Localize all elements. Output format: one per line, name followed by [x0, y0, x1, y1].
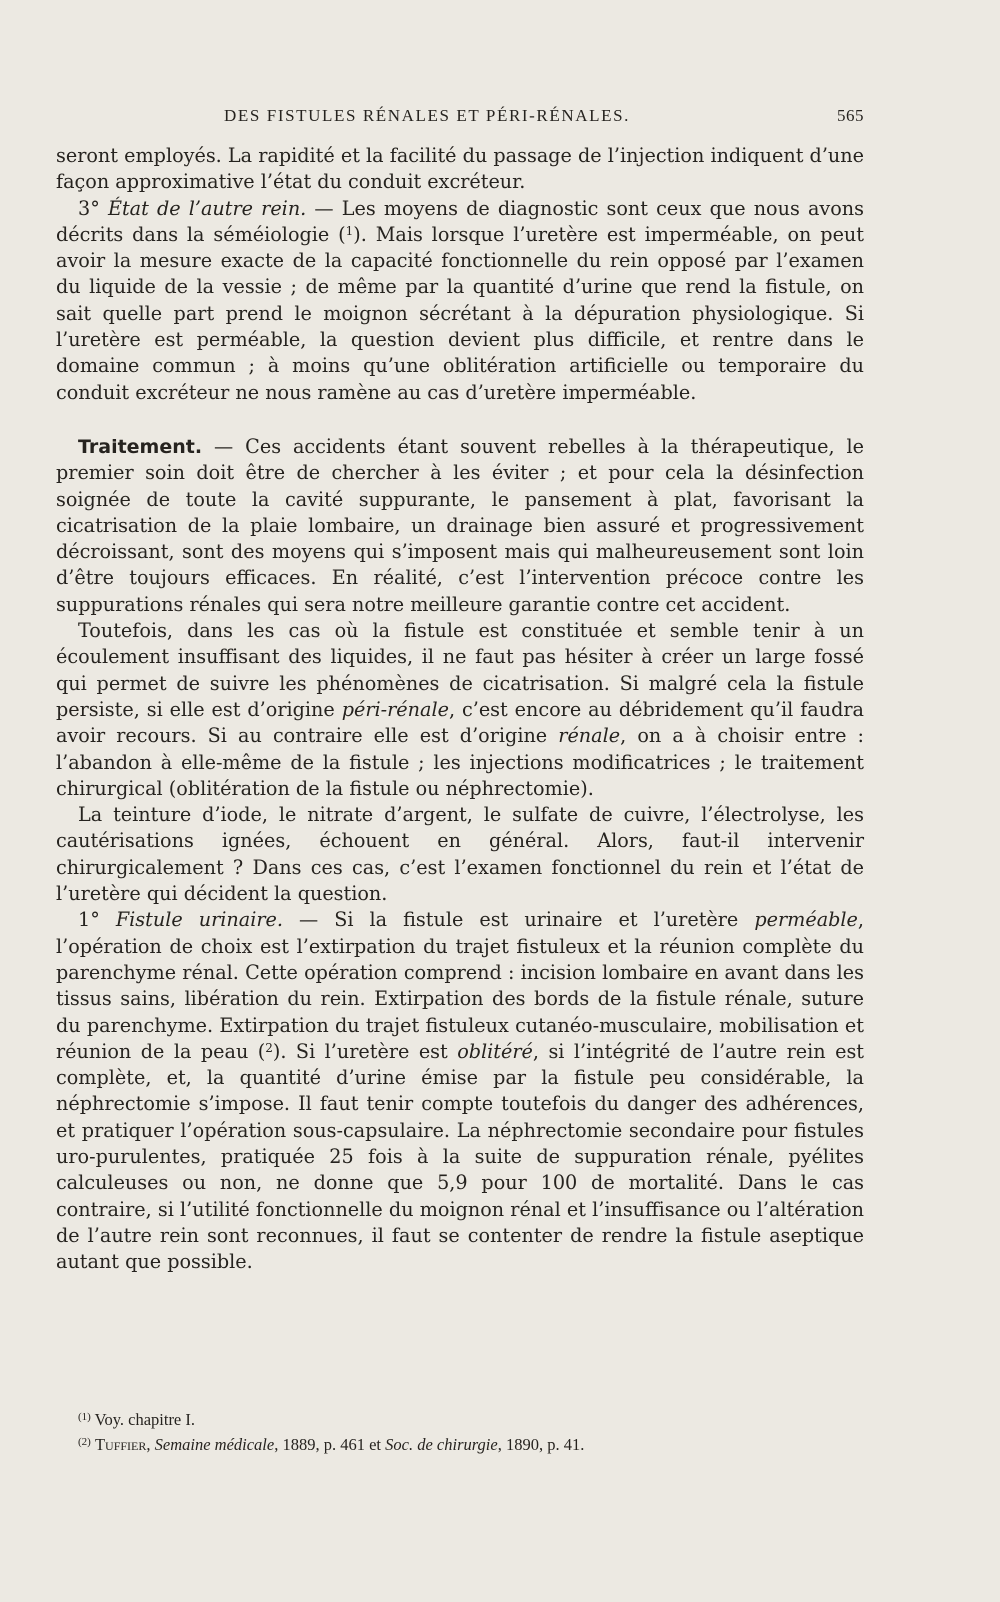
footnote-mark: (2)	[78, 1436, 91, 1448]
footnote-author: Tuffier	[94, 1435, 147, 1454]
text-run: , 1890, p. 41.	[497, 1435, 585, 1454]
text-run: — Les moyens de diagnostic sont ceux que nous avons décrits dans la séméiologie (	[56, 196, 864, 246]
paragraph-autre-rein	[56, 196, 864, 406]
footnote-mark: (1)	[78, 1411, 91, 1423]
item-number: 3°	[78, 196, 108, 220]
text-run: Toutefois, dans les cas où la fistule est constituée et semble tenir à un écoulement insuffisant des liquides, il ne faut pas hésiter à créer un large fossé qui permet de suivre les phénomènes de cicatrisation. Si malgré cela la fistule persiste, si elle est d’origine	[56, 619, 864, 721]
footnote-1	[78, 1406, 858, 1431]
text-run: ,	[146, 1435, 155, 1454]
text-run: — Ces accidents étant souvent rebelles à la thérapeutique, le premier soin doit être de chercher à les éviter ; et pour cela la désinfection soignée de toute la cavité suppurante, le pansement à plat, favorisant la cicatrisation de la plaie lombaire, un drainage bien assuré et progressivement décroissant, sont des moyens qui s’imposent mais qui malheureusement sont loin d’être toujours efficaces. En réalité, c’est l’intervention précoce contre les suppurations rénales qui sera notre meilleure garantie contre cet accident.	[56, 434, 864, 616]
text-run: , on a à choisir entre : l’abandon à elle-même de la fistule ; les injections modificatrices ; le traitement chirurgical (oblitération de la fistule ou néphrectomie).	[56, 724, 864, 800]
page-number: 565	[837, 106, 864, 125]
italic-term: perméable	[754, 908, 858, 932]
italic-term: rénale	[558, 724, 621, 748]
item-heading: État de l’autre rein.	[107, 196, 307, 220]
footnote-ref-2[interactable]: 2	[265, 1040, 273, 1055]
text-run: , si l’intégrité de l’autre rein est complète, et, la quantité d’urine émise par la fistule peu considérable, la néphrectomie s’impose. Il faut tenir compte toutefois du danger des adhérences, et pratiquer l’opération sous-capsulaire. La néphrectomie secondaire pour fistules uro-purulentes, pratiquée 25 fois à la suite de suppuration rénale, pyélites calculeuses ou non, ne donne que 5,9 pour 100 de mortalité. Dans le cas contraire, si l’utilité fonctionnelle du moignon rénal et l’insuffisance ou l’altération de l’autre rein sont reconnues, il faut se contenter de rendre la fistule aseptique autant que possible.	[56, 1039, 865, 1274]
text-run: ). Mais lorsque l’uretère est imperméable, on peut avoir la mesure exacte de la capacité fonctionnelle du rein opposé par l’examen du liquide de la vessie ; de même par la quantité d’urine que rend la fistule, on sait quelle part prend le moignon sécrétant à la dépuration physiologique. Si l’uretère est perméable, la question devient plus difficile, et rentre dans le domaine commun ; à moins qu’une oblitération artificielle ou temporaire du conduit excréteur ne nous ramène au cas d’uretère imperméable.	[56, 222, 864, 404]
section-heading: Traitement.	[78, 435, 203, 458]
text-run: , l’opération de choix est l’extirpation du trajet fistuleux et la réunion complète du parenchyme rénal. Cette opération comprend : incision lombaire en avant dans les tissus sains, libération du rein. Extirpation des bords de la fistule rénale, suture du parenchyme. Extirpation du trajet fistuleux cutanéo-musculaire, mobilisation et réunion de la peau (	[56, 908, 865, 1063]
text-run: — Si la fistule est urinaire et l’uretère	[282, 908, 755, 932]
item-number: 1°	[78, 908, 116, 932]
text-run: , c’est encore au débridement qu’il faudra avoir recours. Si au contraire elle est d’origine	[56, 697, 864, 748]
paragraph-traitement	[56, 434, 864, 618]
footnote-2	[78, 1431, 858, 1456]
paragraph-fistule-urinaire	[56, 907, 864, 1275]
paragraph-teinture: La teinture d’iode, le nitrate d’argent, le sulfate de cuivre, l’électrolyse, les cautérisations ignées, échouent en général. Alors, faut-il intervenir chirurgicalement ? Dans ces cas, c’est l’examen fonctionnel du rein et l’état de l’uretère qui décident la question.	[56, 803, 864, 906]
running-title: DES FISTULES RÉNALES ET PÉRI-RÉNALES.	[224, 106, 630, 125]
paragraph-continuation: seront employés. La rapidité et la facilité du passage de l’injection indiquent d’une façon approximative l’état du conduit excréteur.	[56, 144, 864, 194]
text-run: , 1889, p. 461 et	[274, 1435, 386, 1454]
footnote-ref-1[interactable]: 1	[345, 223, 354, 238]
italic-term: oblitéré	[457, 1039, 533, 1063]
paragraph-toutefois	[56, 618, 864, 802]
footnotes	[78, 1406, 858, 1456]
footnote-text: Voy. chapitre I.	[90, 1410, 196, 1429]
text-run: ). Si l’uretère est	[272, 1039, 458, 1063]
journal-title: Soc. de chirurgie	[385, 1435, 498, 1454]
body-text	[56, 143, 864, 1275]
italic-term: péri-rénale	[341, 697, 449, 721]
item-heading: Fistule urinaire.	[115, 908, 283, 932]
journal-title: Semaine médicale	[154, 1435, 275, 1454]
